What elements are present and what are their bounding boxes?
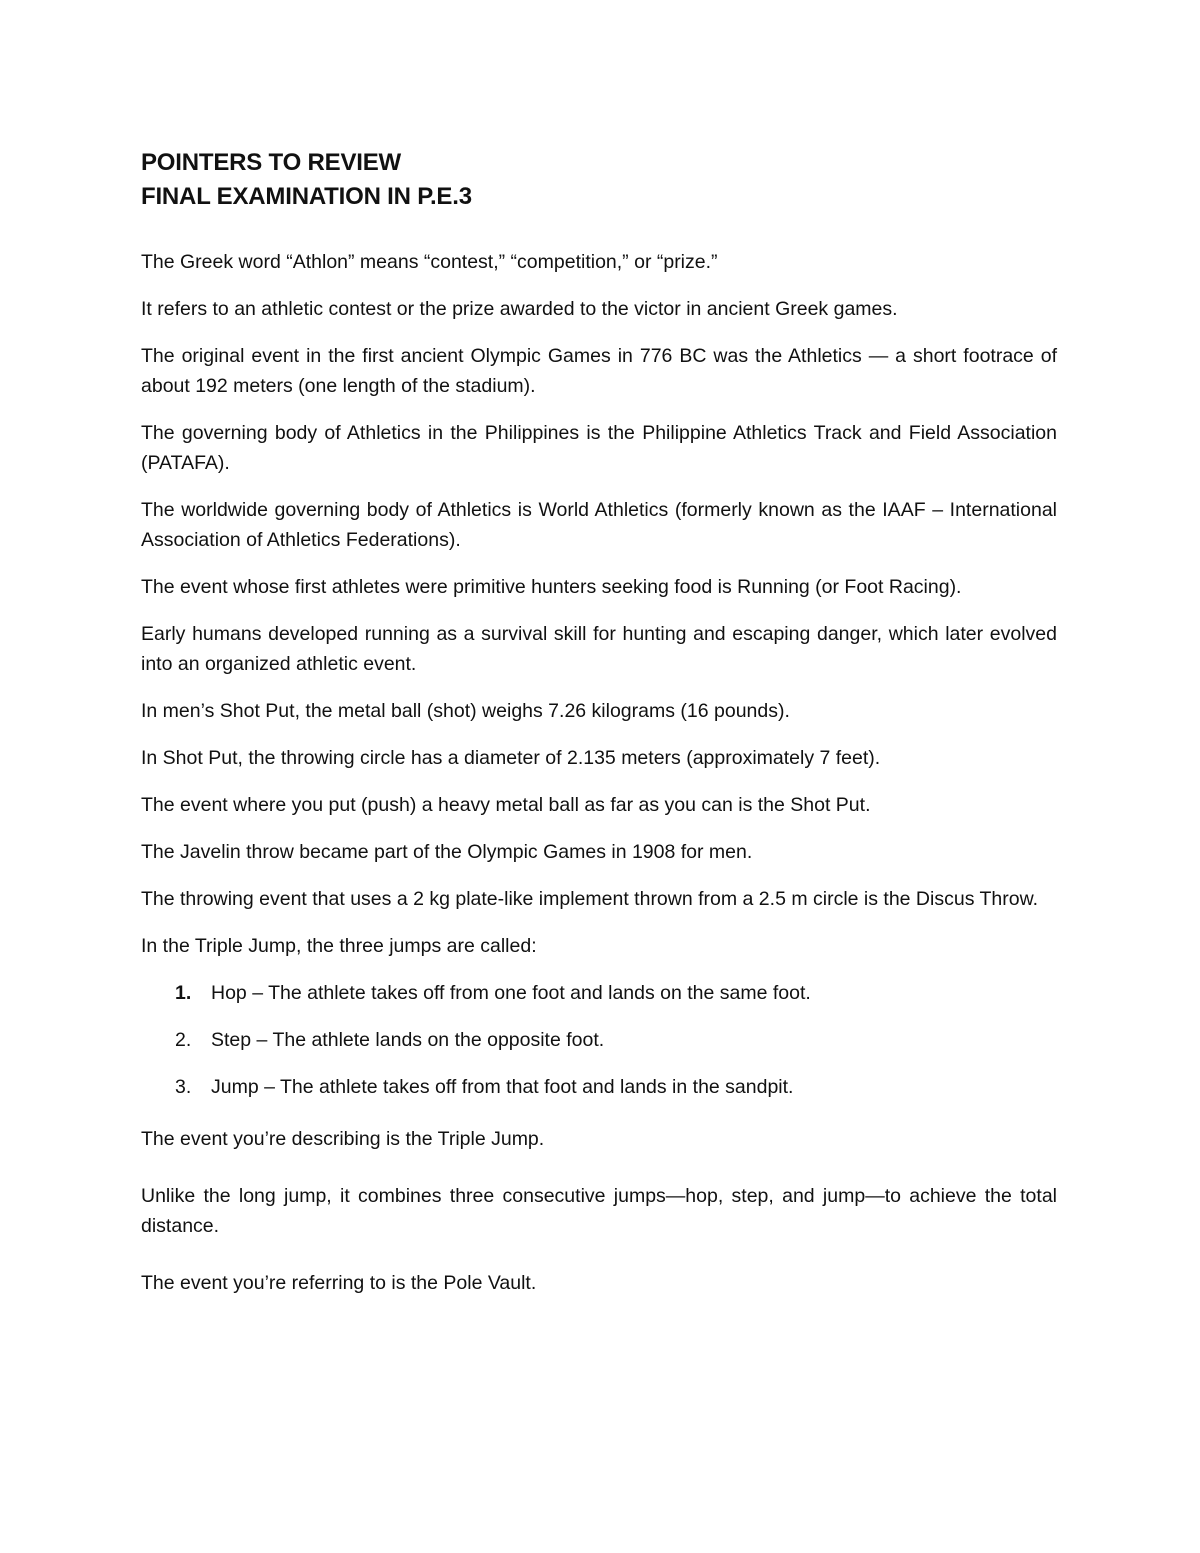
paragraph-shot-weight: In men’s Shot Put, the metal ball (shot) weighs 7.26 kilograms (16 pounds). bbox=[141, 700, 790, 722]
paragraph-running-origin: The event whose first athletes were primitive hunters seeking food is Running (or Foot Racing). bbox=[141, 576, 962, 598]
list-number: 2. bbox=[175, 1029, 192, 1051]
paragraph-original-event: The original event in the first ancient Olympic Games in 776 BC was the Athletics — a short footrace of about 192 meters (one length of the stadium). bbox=[141, 345, 1057, 397]
list-item bbox=[141, 1025, 1057, 1055]
list-text: Step – The athlete lands on the opposite foot. bbox=[211, 1029, 605, 1051]
paragraph-javelin: The Javelin throw became part of the Olympic Games in 1908 for men. bbox=[141, 841, 753, 863]
paragraph-shot-circle: In Shot Put, the throwing circle has a diameter of 2.135 meters (approximately 7 feet). bbox=[141, 747, 881, 769]
paragraph-early-humans: Early humans developed running as a survival skill for hunting and escaping danger, which later evolved into an organized athletic event. bbox=[141, 623, 1057, 675]
title-line-2: FINAL EXAMINATION IN P.E.3 bbox=[141, 183, 472, 210]
list-number: 1. bbox=[175, 982, 192, 1004]
list-number: 3. bbox=[175, 1076, 192, 1098]
paragraph-world-athletics: The worldwide governing body of Athletics is World Athletics (formerly known as the IAAF – International Association of Athletics Federations). bbox=[141, 499, 1057, 551]
paragraph-long-jump-compare: Unlike the long jump, it combines three consecutive jumps—hop, step, and jump—to achieve the total distance. bbox=[141, 1185, 1057, 1237]
list-text: Hop – The athlete takes off from one foot and lands on the same foot. bbox=[211, 982, 811, 1004]
paragraph-shot-put: The event where you put (push) a heavy metal ball as far as you can is the Shot Put. bbox=[141, 794, 871, 816]
document-title bbox=[141, 146, 1057, 214]
paragraph-pole-vault: The event you’re referring to is the Pole Vault. bbox=[141, 1272, 537, 1294]
title-line-1: POINTERS TO REVIEW bbox=[141, 149, 401, 176]
list-item bbox=[141, 978, 1057, 1008]
paragraph-athlon-meaning: The Greek word “Athlon” means “contest,” “competition,” or “prize.” bbox=[141, 251, 718, 273]
document-content bbox=[141, 146, 1057, 1315]
list-item bbox=[141, 1072, 1057, 1102]
list-text: Jump – The athlete takes off from that foot and lands in the sandpit. bbox=[211, 1076, 794, 1098]
paragraph-triple-jump: The event you’re describing is the Triple Jump. bbox=[141, 1128, 545, 1150]
paragraph-discus: The throwing event that uses a 2 kg plate-like implement thrown from a 2.5 m circle is the Discus Throw. bbox=[141, 888, 1039, 910]
paragraph-athlon-definition: It refers to an athletic contest or the prize awarded to the victor in ancient Greek games. bbox=[141, 298, 898, 320]
paragraph-triple-jump-intro: In the Triple Jump, the three jumps are called: bbox=[141, 935, 537, 957]
paragraph-patafa: The governing body of Athletics in the Philippines is the Philippine Athletics Track and Field Association (PATAFA). bbox=[141, 422, 1057, 474]
triple-jump-list bbox=[141, 978, 1057, 1102]
